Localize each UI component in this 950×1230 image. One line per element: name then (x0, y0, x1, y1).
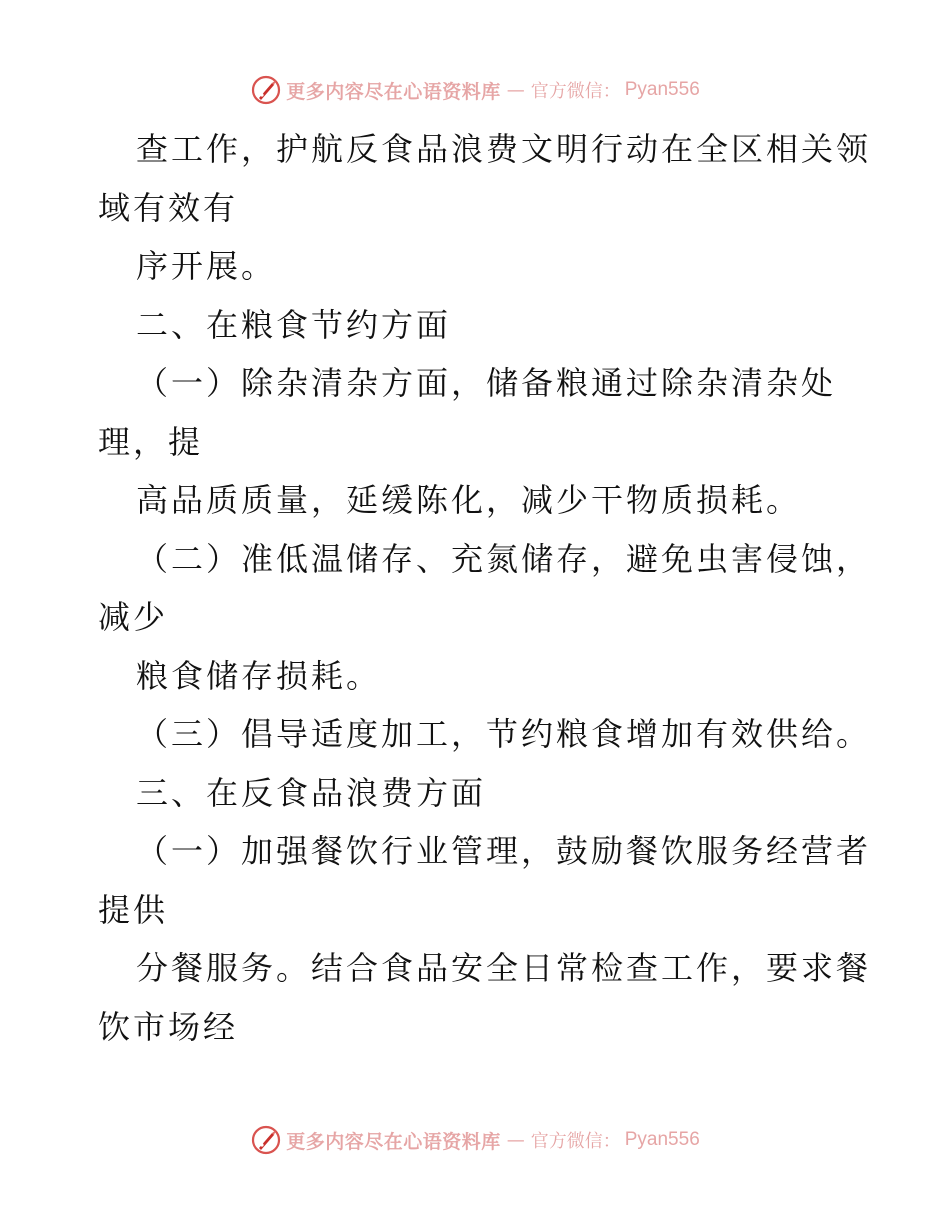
body-line: （一）加强餐饮行业管理，鼓励餐饮服务经营者 (136, 832, 872, 870)
body-line: 减少 (98, 598, 169, 636)
quill-pen-logo-icon (250, 74, 282, 106)
watermark-wechat-id: Pyan556 (624, 79, 700, 100)
body-line: 分餐服务。结合食品安全日常检查工作，要求餐 (136, 949, 872, 987)
body-line: 查工作，护航反食品浪费文明行动在全区相关领 (136, 130, 872, 168)
body-line: 理，提 (98, 422, 204, 461)
watermark-brand: 更多内容尽在心语资料库 (286, 1130, 501, 1153)
watermark-brand: 更多内容尽在心语资料库 (286, 80, 501, 103)
body-line: 饮市场经 (98, 1007, 239, 1046)
body-line: 提供 (98, 890, 169, 929)
body-line: 序开展。 (136, 247, 277, 285)
footer-watermark (0, 1122, 950, 1158)
watermark-official-label: 官方微信： (530, 81, 621, 102)
watermark-wechat-id: Pyan556 (624, 1129, 700, 1150)
watermark-official-label: 官方微信： (530, 1131, 621, 1152)
section-heading: 二、在粮食节约方面 (136, 305, 452, 344)
watermark-dash: — (506, 79, 525, 101)
body-line: （二）准低温储存、充氮储存，避免虫害侵蚀， (136, 539, 872, 578)
body-line: （一）除杂清杂方面，储备粮通过除杂清杂处 (136, 364, 837, 402)
quill-pen-logo-icon (250, 1124, 282, 1156)
body-line: （三）倡导适度加工，节约粮食增加有效供给。 (136, 715, 872, 753)
document-body (98, 120, 872, 1056)
body-line: 粮食储存损耗。 (136, 656, 382, 695)
header-watermark (0, 72, 950, 108)
body-line: 域有效有 (98, 188, 239, 227)
body-line: 高品质质量，延缓陈化，减少干物质损耗。 (136, 481, 802, 519)
section-heading: 三、在反食品浪费方面 (136, 773, 487, 812)
watermark-dash: — (506, 1129, 525, 1151)
